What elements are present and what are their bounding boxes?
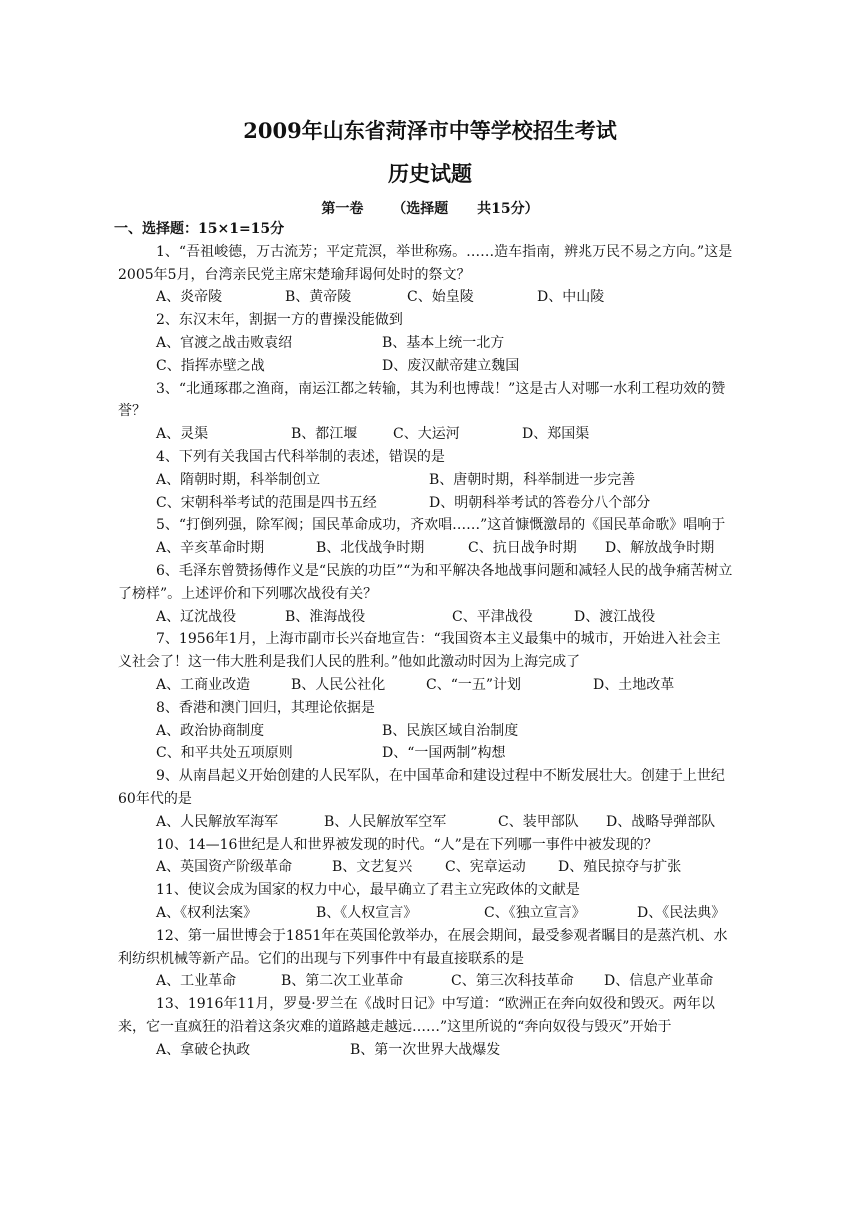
option: A、隋朝时期，科举制创立 (156, 471, 321, 488)
option: D、中山陵 (537, 289, 605, 306)
subject-title: 历史试题 (388, 161, 472, 186)
exam-title: 2009年山东省菏泽市中等学校招生考试 (243, 118, 617, 143)
question-stem: 4、下列有关我国古代科举制的表述，错误的是 (156, 448, 445, 465)
question-options (118, 469, 733, 492)
part-label: 第一卷 (321, 201, 364, 217)
option: A、灵渠 (156, 426, 209, 443)
option: B、人民解放军空军 (324, 813, 447, 830)
option: D、信息产业革命 (604, 973, 714, 990)
question-stem: 6、毛泽东曾赞扬傅作义是“民族的功臣”“为和平解决各地战事问题和减轻人民的战争痛苦树立了榜样”。上述评价和下列哪次战役有关？ (118, 562, 733, 602)
option: D、解放战争时期 (605, 540, 715, 557)
option: D、郑国渠 (522, 426, 590, 443)
option: B、唐朝时期，科举制进一步完善 (429, 471, 636, 488)
option: D、明朝科举考试的答卷分八个部分 (429, 494, 651, 511)
question-stem: 1、“吾祖峻德，万古流芳；平定荒溟，举世称殇。……造车指南，辨兆万民不易之方向。”这是2005年5月，台湾亲民党主席宋楚瑜拜谒何处时的祭文？ (118, 243, 733, 283)
option: D、土地改革 (593, 676, 675, 693)
option: D、《民法典》 (637, 904, 726, 921)
option: B、北伐战争时期 (316, 540, 425, 557)
option: B、都江堰 (291, 426, 358, 443)
question-options (118, 970, 733, 993)
question-options (118, 742, 733, 765)
option: C、“一五”计划 (426, 676, 522, 693)
question-list (114, 218, 733, 1061)
question-options (118, 492, 733, 515)
question-options (118, 902, 733, 925)
option: C、宋朝科举考试的范围是四书五经 (156, 494, 377, 511)
question-stem: 10、14—16世纪是人和世界被发现的时代。“人”是在下列哪一事件中被发现的？ (156, 836, 658, 853)
option: B、文艺复兴 (332, 859, 413, 876)
question-options (118, 286, 733, 309)
option: A、拿破仑执政 (156, 1041, 251, 1058)
option: D、“一国两制”构想 (382, 745, 506, 762)
option: A、《权利法案》 (156, 904, 258, 921)
option: D、殖民掠夺与扩张 (558, 859, 682, 876)
part-type: （选择题 (392, 201, 449, 217)
option: C、指挥赤壁之战 (156, 357, 265, 374)
question-stem: 8、香港和澳门回归，其理论依据是 (156, 699, 375, 716)
question-stem: 3、“北通琢郡之渔商，南运江都之转输，其为利也博哉！”这是古人对哪一水利工程功效的赞誉？ (118, 380, 726, 420)
option: A、政治协商制度 (156, 722, 265, 739)
option: D、战略导弹部队 (606, 813, 716, 830)
option: C、装甲部队 (498, 813, 579, 830)
question-stem: 13、1916年11月，罗曼·罗兰在《战时日记》中写道：“欧洲正在奔向奴役和毁灭。两年以来，它一直疯狂的沿着这条灾难的道路越走越远……”这里所说的“奔向奴役与毁灭”开始于 (118, 996, 715, 1035)
option: B、黄帝陵 (285, 289, 352, 306)
option: A、辽沈战役 (156, 608, 237, 625)
option: B、《人权宣言》 (316, 904, 418, 921)
option: D、废汉献帝建立魏国 (382, 357, 520, 374)
option: C、始皇陵 (407, 289, 474, 306)
question-stem: 5、“打倒列强，除军阀；国民革命成功，齐欢唱……”这首慷慨激昂的《国民革命歌》唱响于 (156, 517, 726, 534)
option: C、大运河 (393, 426, 460, 443)
option: A、炎帝陵 (156, 289, 223, 306)
part-score: 共15分） (477, 201, 539, 217)
option: C、第三次科技革命 (451, 973, 574, 990)
part-heading (0, 198, 860, 218)
question-options (118, 720, 733, 743)
question-stem: 11、使议会成为国家的权力中心，最早确立了君主立宪政体的文献是 (156, 882, 580, 899)
question-options (118, 811, 733, 834)
option: A、人民解放军海军 (156, 813, 279, 830)
question-options (118, 674, 733, 697)
option: C、《独立宣言》 (484, 904, 586, 921)
question-options (118, 1039, 733, 1062)
question-stem: 2、东汉末年，割据一方的曹操没能做到 (156, 312, 403, 329)
option: D、渡江战役 (574, 608, 656, 625)
option: B、民族区域自治制度 (382, 722, 519, 739)
option: B、人民公社化 (291, 676, 386, 693)
question-stem: 9、从南昌起义开始创建的人民军队，在中国革命和建设过程中不断发展壮大。创建于上世纪60年代的是 (118, 768, 725, 807)
question-options (118, 606, 733, 629)
question-stem: 7、1956年1月，上海市副市长兴奋地宣告：“我国资本主义最集中的城市，开始进入社会主义社会了！这一伟大胜利是我们人民的胜利。”他如此激动时因为上海完成了 (118, 631, 721, 671)
option: C、和平共处五项原则 (156, 745, 293, 762)
question-options (118, 856, 733, 879)
option: A、工业革命 (156, 973, 237, 990)
option: A、辛亥革命时期 (156, 540, 265, 557)
question-options (118, 423, 733, 446)
question-stem: 12、第一届世博会于1851年在英国伦敦举办，在展会期间，最受参观者瞩目的是蒸汽机、水利纺织机械等新产品。它们的出现与下列事件中有最直接联系的是 (118, 927, 728, 967)
option: B、基本上统一北方 (382, 334, 505, 351)
option: B、第一次世界大战爆发 (350, 1041, 501, 1058)
option: A、英国资产阶级革命 (156, 859, 293, 876)
option: C、抗日战争时期 (468, 540, 577, 557)
option: B、第二次工业革命 (281, 973, 404, 990)
section-heading: 一、选择题：15×1=15分 (114, 221, 285, 237)
option: C、平津战役 (452, 608, 533, 625)
question-options (118, 355, 733, 378)
option: A、工商业改造 (156, 676, 251, 693)
option: B、淮海战役 (285, 608, 366, 625)
question-options (118, 537, 733, 560)
option: C、宪章运动 (445, 859, 526, 876)
question-options (118, 332, 733, 355)
option: A、官渡之战击败袁绍 (156, 334, 293, 351)
